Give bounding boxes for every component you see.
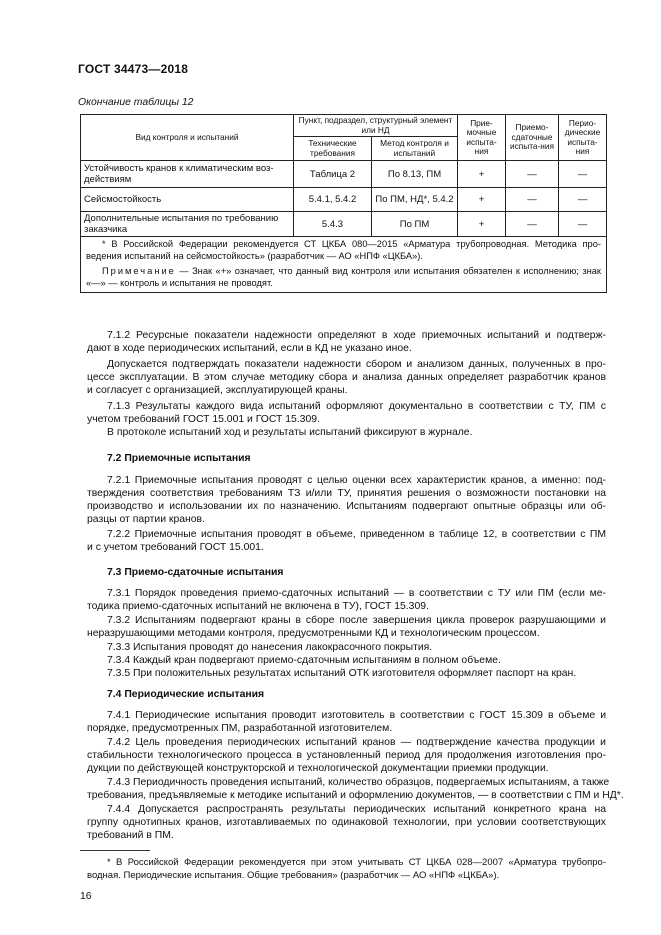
cell-control-type: Дополнительные испытания по требованию заказчика — [81, 212, 294, 237]
header-technical-requirements: Технические требования — [294, 137, 372, 161]
text-line: учетом требований ГОСТ 15.001 и ГОСТ 15.309. — [87, 414, 320, 425]
text-line: 7.2.1 Приемочные испытания проводят с целью оценки всех характеристик кранов, а именно: под- — [107, 475, 606, 486]
cell-technical-requirements: Таблица 2 — [294, 161, 372, 188]
header-acceptance-tests: Прие-мочные испыта-ния — [458, 115, 506, 161]
cell-periodic: — — [559, 161, 607, 188]
text-line: 7.3.1 Порядок проведения приемо-сдаточных испытаний — в соответствии с ТУ или ПМ (если ме- — [107, 588, 606, 599]
table-header-row — [81, 115, 607, 137]
section-heading: 7.2 Приемочные испытания — [107, 453, 251, 464]
header-delivery-tests: Приемо-сдаточные испыта-ния — [506, 115, 559, 161]
cell-technical-requirements: 5.4.1, 5.4.2 — [294, 188, 372, 212]
text-line: стабильности технологического процесса в установленный период для продолжения изготовления про- — [87, 750, 606, 761]
text-line: и согласует с организацией, эксплуатирующей краны. — [87, 385, 348, 396]
text-line: 7.4.4 Допускается распространять результаты периодических испытаний конкретного крана на — [107, 804, 606, 815]
cell-acceptance: + — [458, 212, 506, 237]
text-line: разцы от партии кранов. — [87, 514, 205, 525]
cell-test-method: По ПМ — [372, 212, 458, 237]
cell-acceptance: + — [458, 188, 506, 212]
text-line: Допускается подтверждать показатели надежности сбором и анализом данных, полученных в про- — [107, 359, 606, 370]
header-periodic-tests: Перио-дические испыта-ния — [559, 115, 607, 161]
text-line: 7.3.3 Испытания проводят до нанесения лакокрасочного покрытия. — [107, 642, 433, 653]
cell-acceptance: + — [458, 161, 506, 188]
section-heading: 7.3 Приемо-сдаточные испытания — [107, 567, 284, 578]
text-line: В протоколе испытаний ход и результаты испытаний фиксируют в журнале. — [107, 427, 473, 438]
text-line: группу однотипных кранов, изготавливаемых по одинаковой технологии, при условии соответствующих — [87, 817, 606, 828]
cell-control-type: Устойчивость кранов к климатическим воз-действиям — [81, 161, 294, 188]
text-line: порядке, предусмотренных ПМ, разработанной изготовителем. — [87, 723, 393, 734]
cell-periodic: — — [559, 212, 607, 237]
note-label: Примечание — [102, 266, 176, 276]
table-footnote: * В Российской Федерации рекомендуется СТ ЦКБА 080—2015 «Арматура трубопроводная. Методика про-ведения испытаний на сейсмостойкость» (разработчик — АО «НПФ «ЦКБА»). — [86, 239, 601, 261]
footnote-line: водная. Периодические испытания. Общие требования» (разработчик — АО «НПФ «ЦКБА»). — [87, 870, 500, 881]
header-test-method: Метод контроля и испытаний — [372, 137, 458, 161]
footnote-line: * В Российской Федерации рекомендуется при этом учитывать СТ ЦКБА 028—2007 «Арматура трубопро- — [107, 857, 606, 868]
table-row — [81, 161, 607, 188]
header-clause: Пункт, подраздел, структурный элемент или НД — [294, 115, 458, 137]
table-caption: Окончание таблицы 12 — [78, 97, 194, 108]
cell-periodic: — — [559, 188, 607, 212]
footnote-rule — [80, 850, 150, 851]
table-note — [86, 266, 601, 289]
page-number: 16 — [80, 891, 92, 902]
text-line: производство и использовании их по назначению. Испытаниям подвергают опытные образцы или об- — [87, 501, 606, 512]
header-control-type: Вид контроля и испытаний — [81, 115, 294, 161]
cell-delivery: — — [506, 161, 559, 188]
table-row — [81, 212, 607, 237]
text-line: 7.1.3 Результаты каждого вида испытаний оформляют документально в соответствии с ТУ, ПМ с — [107, 401, 606, 412]
text-line: тодика приемо-сдаточных испытаний не включена в ТУ), ГОСТ 15.309. — [87, 601, 429, 612]
text-line: неразрушающими методами контроля, предусмотренными КД и технологическим процессом. — [87, 628, 540, 639]
text-line: 7.3.2 Испытаниям подвергают краны в сборе после завершения цикла проверок разрушающими и — [107, 615, 606, 626]
cell-control-type: Сейсмостойкость — [81, 188, 294, 212]
text-line: 7.4.2 Цель проведения периодических испытаний кранов — подтверждение качества продукции и — [107, 737, 606, 748]
table-notes-row — [81, 237, 607, 293]
cell-delivery: — — [506, 212, 559, 237]
text-line: требования, предъявляемые к методике испытаний и оформлению документов, — в соответствии с ПМ и НД*. — [87, 790, 624, 801]
text-line: дают в ходе периодических испытаний, если в КД не указано иное. — [87, 343, 412, 354]
table-notes — [81, 237, 607, 293]
inspection-table — [80, 114, 607, 293]
text-line: 7.3.4 Каждый кран подвергают приемо-сдаточным испытаниям в полном объеме. — [107, 655, 501, 666]
section-heading: 7.4 Периодические испытания — [107, 689, 265, 700]
cell-test-method: По 8.13, ПМ — [372, 161, 458, 188]
text-line: 7.3.5 При положительных результатах испытаний ОТК изготовителя оформляет паспорт на кран. — [107, 668, 577, 679]
cell-test-method: По ПМ, НД*, 5.4.2 — [372, 188, 458, 212]
cell-delivery: — — [506, 188, 559, 212]
text-line: цессе эксплуатации. В этом случае методику сбора и анализа данных определяет разработчик кранов — [87, 372, 606, 383]
standard-designation: ГОСТ 34473—2018 — [78, 62, 189, 76]
text-line: требований в ПМ. — [87, 830, 174, 841]
text-line: и с учетом требований ГОСТ 15.001. — [87, 542, 264, 553]
note-text: — Знак «+» означает, что данный вид контроля или испытания обязателен к исполнению; знак «—» — контроль и испытания не проводят. — [86, 266, 601, 288]
text-line: 7.2.2 Приемочные испытания проводят в объеме, приведенном в таблице 12, в соответствии с ПМ — [107, 529, 606, 540]
text-line: 7.1.2 Ресурсные показатели надежности определяют в ходе приемочных испытаний и подтверж- — [107, 330, 606, 341]
text-line: тверждения соответствия требованиям ТЗ и/или ТУ, принятия решения о возможности постановки на — [87, 488, 606, 499]
text-line: 7.4.3 Периодичность проведения испытаний, количество образцов, подвергаемых испытаниям, а также — [107, 777, 610, 788]
cell-technical-requirements: 5.4.3 — [294, 212, 372, 237]
table-row — [81, 188, 607, 212]
text-line: дукции по действующей конструкторской и технологической документации приемки продукции. — [87, 763, 549, 774]
text-line: 7.4.1 Периодические испытания проводит изготовитель в соответствии с ГОСТ 15.309 в объеме и — [107, 710, 606, 721]
